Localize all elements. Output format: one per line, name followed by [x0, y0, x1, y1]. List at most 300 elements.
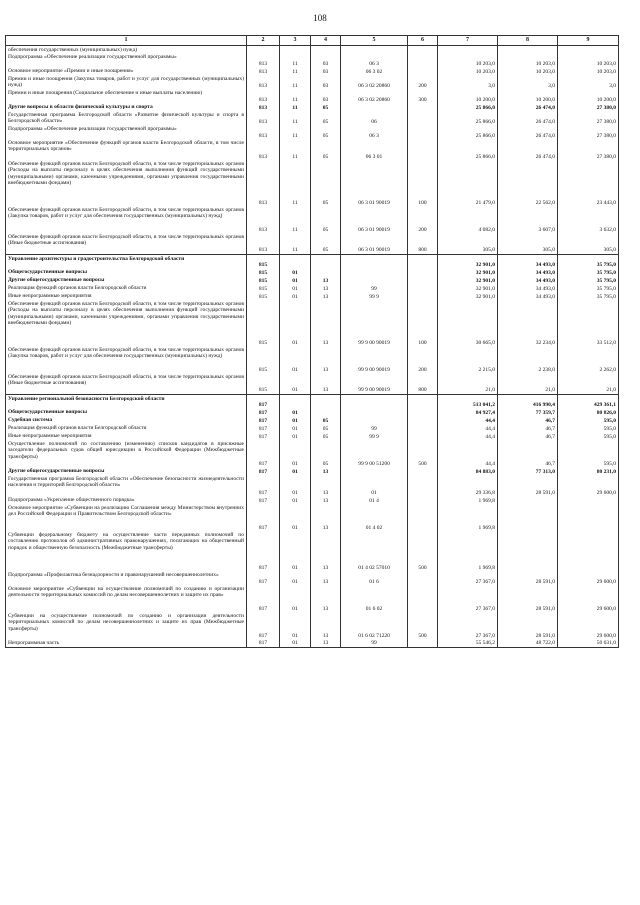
- target-article-code: 01 4: [341, 497, 408, 505]
- subsection-code: 03: [311, 68, 341, 76]
- table-row: [6, 90, 619, 104]
- section-code: 01: [280, 586, 311, 613]
- expense-type-code: 200: [408, 76, 438, 90]
- amount-year-1: 32 901,0: [438, 255, 498, 269]
- column-header: 7: [438, 36, 498, 46]
- amount-year-2: 77 359,7: [498, 409, 558, 417]
- section-code: 11: [280, 161, 311, 207]
- item-description: Подпрограмма «Укрепление общественного порядка»: [6, 497, 247, 505]
- item-description: Другие общегосударственные вопросы: [6, 468, 247, 476]
- expense-type-code: [408, 140, 438, 161]
- expense-type-code: [408, 417, 438, 425]
- target-article-code: 99 9 00 90019: [341, 347, 408, 374]
- amount-year-2: 46,7: [498, 425, 558, 433]
- amount-year-1: [438, 46, 498, 54]
- ministry-code: 815: [247, 277, 280, 285]
- amount-year-2: 46,7: [498, 441, 558, 468]
- table-row: [6, 140, 619, 161]
- table-row: [6, 277, 619, 285]
- expense-type-code: [408, 425, 438, 433]
- subsection-code: 03: [311, 54, 341, 68]
- item-description: Государственная программа Белгородской области «Развитие физической культуры и спорта в Белгородской области»: [6, 112, 247, 126]
- expense-type-code: [408, 68, 438, 76]
- subsection-code: 05: [311, 126, 341, 140]
- amount-year-3: 29 600,0: [558, 613, 619, 640]
- item-description: Управление региональной безопасности Белгородской области: [6, 395, 247, 409]
- target-article-code: 01 6: [341, 572, 408, 586]
- ministry-code: 817: [247, 468, 280, 476]
- amount-year-1: 44,4: [438, 425, 498, 433]
- amount-year-2: 22 562,0: [498, 161, 558, 207]
- amount-year-2: 305,0: [498, 234, 558, 255]
- amount-year-2: 26 474,0: [498, 104, 558, 112]
- target-article-code: [341, 104, 408, 112]
- amount-year-1: 2 215,0: [438, 347, 498, 374]
- amount-year-3: 595,0: [558, 441, 619, 468]
- table-row: [6, 76, 619, 90]
- amount-year-3: 23 443,0: [558, 161, 619, 207]
- subsection-code: 13: [311, 613, 341, 640]
- amount-year-3: 27 380,0: [558, 112, 619, 126]
- expense-type-code: [408, 505, 438, 532]
- subsection-code: 13: [311, 497, 341, 505]
- table-row: [6, 255, 619, 269]
- ministry-code: 815: [247, 293, 280, 301]
- subsection-code: 13: [311, 347, 341, 374]
- amount-year-3: 429 361,1: [558, 395, 619, 409]
- amount-year-3: 35 795,0: [558, 293, 619, 301]
- ministry-code: 813: [247, 90, 280, 104]
- item-description: Управление архитектуры и градостроительства Белгородской области: [6, 255, 247, 269]
- ministry-code: 813: [247, 104, 280, 112]
- column-header: 1: [6, 36, 247, 46]
- item-description: Подпрограмма «Обеспечение реализации государственной программы»: [6, 126, 247, 140]
- amount-year-2: 28 591,0: [498, 586, 558, 613]
- target-article-code: 06 3 02: [341, 68, 408, 76]
- amount-year-1: 10 200,0: [438, 90, 498, 104]
- item-description: Обеспечение функций органов власти Белгородской области, в том числе территориальных органов (Закупка товаров, работ и услуг для обеспечения государственных (муниципальных) нужд): [6, 207, 247, 234]
- column-header: 9: [558, 36, 619, 46]
- ministry-code: 815: [247, 347, 280, 374]
- amount-year-3: 27 380,0: [558, 104, 619, 112]
- column-header: 6: [408, 36, 438, 46]
- target-article-code: 99: [341, 285, 408, 293]
- amount-year-3: 595,0: [558, 433, 619, 441]
- amount-year-3: 595,0: [558, 425, 619, 433]
- column-number-row: [6, 36, 619, 46]
- target-article-code: 06 3 01 90019: [341, 234, 408, 255]
- amount-year-2: 48 722,0: [498, 640, 558, 648]
- section-code: 01: [280, 441, 311, 468]
- target-article-code: 06 3 02 20860: [341, 76, 408, 90]
- subsection-code: 13: [311, 476, 341, 497]
- amount-year-3: 80 231,0: [558, 468, 619, 476]
- amount-year-3: 3,0: [558, 76, 619, 90]
- target-article-code: [341, 277, 408, 285]
- amount-year-1: 55 546,2: [438, 640, 498, 648]
- target-article-code: 01 4 02 57010: [341, 532, 408, 572]
- subsection-code: [311, 395, 341, 409]
- section-code: 01: [280, 532, 311, 572]
- ministry-code: 813: [247, 234, 280, 255]
- ministry-code: 815: [247, 374, 280, 395]
- subsection-code: 13: [311, 586, 341, 613]
- target-article-code: 01 4 02: [341, 505, 408, 532]
- section-code: 01: [280, 433, 311, 441]
- item-description: Судебная система: [6, 417, 247, 425]
- expense-type-code: [408, 255, 438, 269]
- expense-type-code: [408, 285, 438, 293]
- table-row: [6, 395, 619, 409]
- target-article-code: 06 3: [341, 126, 408, 140]
- item-description: Реализация функций органов власти Белгородской области: [6, 425, 247, 433]
- ministry-code: 813: [247, 112, 280, 126]
- amount-year-1: 25 866,0: [438, 126, 498, 140]
- amount-year-2: [498, 46, 558, 54]
- table-row: [6, 54, 619, 68]
- target-article-code: 01 6 02: [341, 586, 408, 613]
- amount-year-1: 44,4: [438, 441, 498, 468]
- target-article-code: 99: [341, 640, 408, 648]
- amount-year-3: 29 600,0: [558, 476, 619, 497]
- section-code: 01: [280, 505, 311, 532]
- ministry-code: 815: [247, 255, 280, 269]
- table-row: [6, 104, 619, 112]
- expense-type-code: 100: [408, 301, 438, 347]
- expense-type-code: [408, 104, 438, 112]
- column-header: 8: [498, 36, 558, 46]
- target-article-code: [341, 468, 408, 476]
- amount-year-3: 33 512,0: [558, 301, 619, 347]
- amount-year-2: 32 234,0: [498, 301, 558, 347]
- table-row: [6, 126, 619, 140]
- amount-year-1: 513 041,2: [438, 395, 498, 409]
- table-row: [6, 572, 619, 586]
- amount-year-1: 25 866,0: [438, 140, 498, 161]
- item-description: Непрограммная часть: [6, 640, 247, 648]
- ministry-code: 813: [247, 68, 280, 76]
- item-description: Основное мероприятие «Премии и иные поощрения»: [6, 68, 247, 76]
- amount-year-2: 26 474,0: [498, 126, 558, 140]
- section-code: 01: [280, 301, 311, 347]
- section-code: 11: [280, 207, 311, 234]
- expense-type-code: [408, 640, 438, 648]
- table-row: [6, 301, 619, 347]
- amount-year-1: 1 969,8: [438, 505, 498, 532]
- amount-year-2: 28 591,0: [498, 613, 558, 640]
- expense-type-code: [408, 46, 438, 54]
- expense-type-code: [408, 468, 438, 476]
- table-row: [6, 468, 619, 476]
- amount-year-1: 25 866,0: [438, 112, 498, 126]
- amount-year-3: 305,0: [558, 234, 619, 255]
- expense-type-code: 800: [408, 234, 438, 255]
- item-description: Подпрограмма «Профилактика безнадзорности и правонарушений несовершеннолетних»: [6, 572, 247, 586]
- target-article-code: 06 3 01 90019: [341, 161, 408, 207]
- amount-year-1: 1 969,8: [438, 532, 498, 572]
- item-description: Обеспечение функций органов власти Белгородской области, в том числе территориальных органов (Расходы на выплаты персоналу в целях обеспечения выполнения функций государственными (муниципальными) органами, казенными учреждениями, органами управления государственными внебюджетными фондами): [6, 161, 247, 207]
- expense-type-code: 500: [408, 441, 438, 468]
- expense-type-code: 300: [408, 90, 438, 104]
- target-article-code: 06 3 01 90019: [341, 207, 408, 234]
- column-header: 2: [247, 36, 280, 46]
- amount-year-3: [558, 46, 619, 54]
- amount-year-3: [558, 505, 619, 532]
- subsection-code: 13: [311, 640, 341, 648]
- table-row: [6, 441, 619, 468]
- item-description: Иные непрограммные мероприятия: [6, 293, 247, 301]
- ministry-code: 813: [247, 54, 280, 68]
- amount-year-3: 2 262,0: [558, 347, 619, 374]
- ministry-code: 817: [247, 640, 280, 648]
- target-article-code: [341, 417, 408, 425]
- page-number: 108: [313, 13, 327, 23]
- section-code: 11: [280, 90, 311, 104]
- amount-year-1: 25 866,0: [438, 104, 498, 112]
- item-description: Обеспечение функций органов власти Белгородской области, в том числе территориальных органов (Расходы на выплаты персоналу в целях обеспечения выполнения функций государственными (муниципальными) органами, казенными учреждениями, органами управления государственными внебюджетными фондами): [6, 301, 247, 347]
- target-article-code: 06 3 01: [341, 140, 408, 161]
- section-code: 01: [280, 293, 311, 301]
- expense-type-code: [408, 112, 438, 126]
- subsection-code: 13: [311, 301, 341, 347]
- target-article-code: 99: [341, 425, 408, 433]
- amount-year-3: 595,0: [558, 417, 619, 425]
- expense-type-code: [408, 277, 438, 285]
- item-description: Обеспечение функций органов власти Белгородской области, в том числе территориальных органов (Иные бюджетные ассигнования): [6, 234, 247, 255]
- section-code: 01: [280, 613, 311, 640]
- amount-year-2: 46,7: [498, 433, 558, 441]
- section-code: 01: [280, 640, 311, 648]
- ministry-code: 817: [247, 433, 280, 441]
- section-code: 11: [280, 112, 311, 126]
- subsection-code: 13: [311, 293, 341, 301]
- item-description: Субвенции федеральному бюджету на осуществление части переданных полномочий по составлению протоколов об административных правонарушениях, посягающих на общественный порядок и общественную безопасность (Межбюджетные трансферты): [6, 532, 247, 572]
- ministry-code: 817: [247, 395, 280, 409]
- amount-year-2: 28 591,0: [498, 572, 558, 586]
- subsection-code: 13: [311, 374, 341, 395]
- ministry-code: 817: [247, 586, 280, 613]
- item-description: Реализация функций органов власти Белгородской области: [6, 285, 247, 293]
- amount-year-3: [558, 532, 619, 572]
- table-row: [6, 374, 619, 395]
- amount-year-1: 32 901,0: [438, 269, 498, 277]
- ministry-code: 813: [247, 126, 280, 140]
- amount-year-1: 30 665,0: [438, 301, 498, 347]
- amount-year-3: 35 795,0: [558, 277, 619, 285]
- subsection-code: 05: [311, 104, 341, 112]
- column-header: 3: [280, 36, 311, 46]
- ministry-code: 817: [247, 417, 280, 425]
- table-row: [6, 640, 619, 648]
- amount-year-2: 46,7: [498, 417, 558, 425]
- amount-year-1: 3,0: [438, 76, 498, 90]
- subsection-code: 13: [311, 285, 341, 293]
- amount-year-2: 34 493,0: [498, 285, 558, 293]
- amount-year-1: 21,0: [438, 374, 498, 395]
- subsection-code: 05: [311, 112, 341, 126]
- table-row: [6, 46, 619, 54]
- amount-year-1: 84 883,0: [438, 468, 498, 476]
- target-article-code: 99 9: [341, 293, 408, 301]
- budget-table-container: [5, 35, 618, 648]
- expense-type-code: 500: [408, 613, 438, 640]
- subsection-code: [311, 409, 341, 417]
- subsection-code: 05: [311, 140, 341, 161]
- table-row: [6, 285, 619, 293]
- section-code: 01: [280, 347, 311, 374]
- section-code: [280, 46, 311, 54]
- section-code: 01: [280, 417, 311, 425]
- section-code: [280, 395, 311, 409]
- ministry-code: 817: [247, 505, 280, 532]
- item-description: Иные непрограммные мероприятия: [6, 433, 247, 441]
- target-article-code: 01 6 02 71220: [341, 613, 408, 640]
- expense-type-code: [408, 476, 438, 497]
- amount-year-2: 28 591,0: [498, 476, 558, 497]
- section-code: [280, 255, 311, 269]
- target-article-code: 01: [341, 476, 408, 497]
- expense-type-code: [408, 433, 438, 441]
- table-row: [6, 234, 619, 255]
- ministry-code: 815: [247, 269, 280, 277]
- section-code: 01: [280, 476, 311, 497]
- section-code: 11: [280, 234, 311, 255]
- amount-year-1: 32 901,0: [438, 285, 498, 293]
- item-description: Общегосударственные вопросы: [6, 269, 247, 277]
- amount-year-1: 1 969,8: [438, 497, 498, 505]
- table-row: [6, 532, 619, 572]
- amount-year-2: [498, 497, 558, 505]
- expense-type-code: 500: [408, 532, 438, 572]
- subsection-code: 05: [311, 161, 341, 207]
- expense-type-code: [408, 395, 438, 409]
- amount-year-2: 10 203,0: [498, 54, 558, 68]
- amount-year-1: 32 901,0: [438, 293, 498, 301]
- amount-year-1: 27 367,0: [438, 572, 498, 586]
- expense-type-code: [408, 54, 438, 68]
- amount-year-2: 26 474,0: [498, 112, 558, 126]
- subsection-code: 05: [311, 207, 341, 234]
- section-code: 11: [280, 140, 311, 161]
- target-article-code: 99 9 00 90019: [341, 374, 408, 395]
- amount-year-3: 35 795,0: [558, 255, 619, 269]
- amount-year-2: 77 313,0: [498, 468, 558, 476]
- amount-year-1: 32 901,0: [438, 277, 498, 285]
- subsection-code: 13: [311, 277, 341, 285]
- amount-year-2: 3,0: [498, 76, 558, 90]
- amount-year-1: 27 367,0: [438, 613, 498, 640]
- item-description: Осуществление полномочий по составлению (изменению) списков кандидатов в присяжные заседатели федеральных судов общей юрисдикции в Российской Федерации (Межбюджетные трансферты): [6, 441, 247, 468]
- item-description: обеспечения государственных (муниципальных) нужд): [6, 46, 247, 54]
- subsection-code: 13: [311, 505, 341, 532]
- expense-type-code: [408, 126, 438, 140]
- table-row: [6, 433, 619, 441]
- section-code: 01: [280, 497, 311, 505]
- subsection-code: [311, 269, 341, 277]
- amount-year-2: 34 493,0: [498, 255, 558, 269]
- item-description: Обеспечение функций органов власти Белгородской области, в том числе территориальных органов (Закупка товаров, работ и услуг для обеспечения государственных (муниципальных) нужд): [6, 347, 247, 374]
- item-description: Основное мероприятие «Субвенции на реализацию Соглашения между Министерством внутренних дел Российской Федерации и Правительством Белгородской области»: [6, 505, 247, 532]
- budget-table: [5, 35, 619, 648]
- expense-type-code: [408, 572, 438, 586]
- target-article-code: 99 9 00 51200: [341, 441, 408, 468]
- amount-year-3: 10 203,0: [558, 54, 619, 68]
- table-row: [6, 505, 619, 532]
- amount-year-3: 35 795,0: [558, 269, 619, 277]
- section-code: 11: [280, 54, 311, 68]
- expense-type-code: 200: [408, 207, 438, 234]
- section-code: 01: [280, 285, 311, 293]
- ministry-code: 813: [247, 140, 280, 161]
- target-article-code: [341, 409, 408, 417]
- subsection-code: 05: [311, 234, 341, 255]
- amount-year-2: 34 493,0: [498, 293, 558, 301]
- amount-year-3: 35 795,0: [558, 285, 619, 293]
- target-article-code: 99 9: [341, 433, 408, 441]
- section-code: 11: [280, 126, 311, 140]
- table-row: [6, 347, 619, 374]
- target-article-code: 06 3 02 20860: [341, 90, 408, 104]
- amount-year-2: 416 990,4: [498, 395, 558, 409]
- table-row: [6, 425, 619, 433]
- subsection-code: [311, 255, 341, 269]
- amount-year-3: 50 631,0: [558, 640, 619, 648]
- section-code: 11: [280, 68, 311, 76]
- table-row: [6, 293, 619, 301]
- amount-year-1: 4 082,0: [438, 207, 498, 234]
- amount-year-3: 29 600,0: [558, 586, 619, 613]
- amount-year-3: 27 380,0: [558, 126, 619, 140]
- amount-year-1: 10 203,0: [438, 54, 498, 68]
- amount-year-2: 2 238,0: [498, 347, 558, 374]
- subsection-code: 05: [311, 417, 341, 425]
- table-row: [6, 112, 619, 126]
- target-article-code: [341, 269, 408, 277]
- ministry-code: 817: [247, 532, 280, 572]
- ministry-code: 817: [247, 409, 280, 417]
- amount-year-1: 27 367,0: [438, 586, 498, 613]
- amount-year-2: [498, 505, 558, 532]
- amount-year-3: 10 203,0: [558, 68, 619, 76]
- column-header: 5: [341, 36, 408, 46]
- item-description: Премии и иные поощрения (Закупка товаров, работ и услуг для государственных (муниципальных) нужд): [6, 76, 247, 90]
- expense-type-code: [408, 269, 438, 277]
- ministry-code: 815: [247, 301, 280, 347]
- amount-year-1: 21 479,0: [438, 161, 498, 207]
- item-description: Основное мероприятие «Субвенции на осуществление полномочий по созданию и организации деятельности территориальных комиссий по делам несовершеннолетних и защите их прав»: [6, 586, 247, 613]
- item-description: Подпрограмма «Обеспечение реализации государственной программы»: [6, 54, 247, 68]
- item-description: Обеспечение функций органов власти Белгородской области, в том числе территориальных органов (Иные бюджетные ассигнования): [6, 374, 247, 395]
- section-code: 11: [280, 104, 311, 112]
- subsection-code: 03: [311, 76, 341, 90]
- ministry-code: [247, 46, 280, 54]
- item-description: Общегосударственные вопросы: [6, 409, 247, 417]
- item-description: Премии и иные поощрения (Социальное обеспечение и иные выплаты населению): [6, 90, 247, 104]
- amount-year-2: 34 493,0: [498, 269, 558, 277]
- ministry-code: 813: [247, 161, 280, 207]
- table-row: [6, 417, 619, 425]
- subsection-code: 13: [311, 468, 341, 476]
- table-row: [6, 586, 619, 613]
- amount-year-1: 305,0: [438, 234, 498, 255]
- item-description: Субвенции на осуществление полномочий по созданию и организации деятельности территориальных комиссий по делам несовершеннолетних и защите их прав (Межбюджетные трансферты): [6, 613, 247, 640]
- amount-year-3: 10 200,0: [558, 90, 619, 104]
- section-code: 01: [280, 269, 311, 277]
- target-article-code: 99 9 00 90019: [341, 301, 408, 347]
- ministry-code: 817: [247, 476, 280, 497]
- amount-year-2: [498, 532, 558, 572]
- subsection-code: [311, 46, 341, 54]
